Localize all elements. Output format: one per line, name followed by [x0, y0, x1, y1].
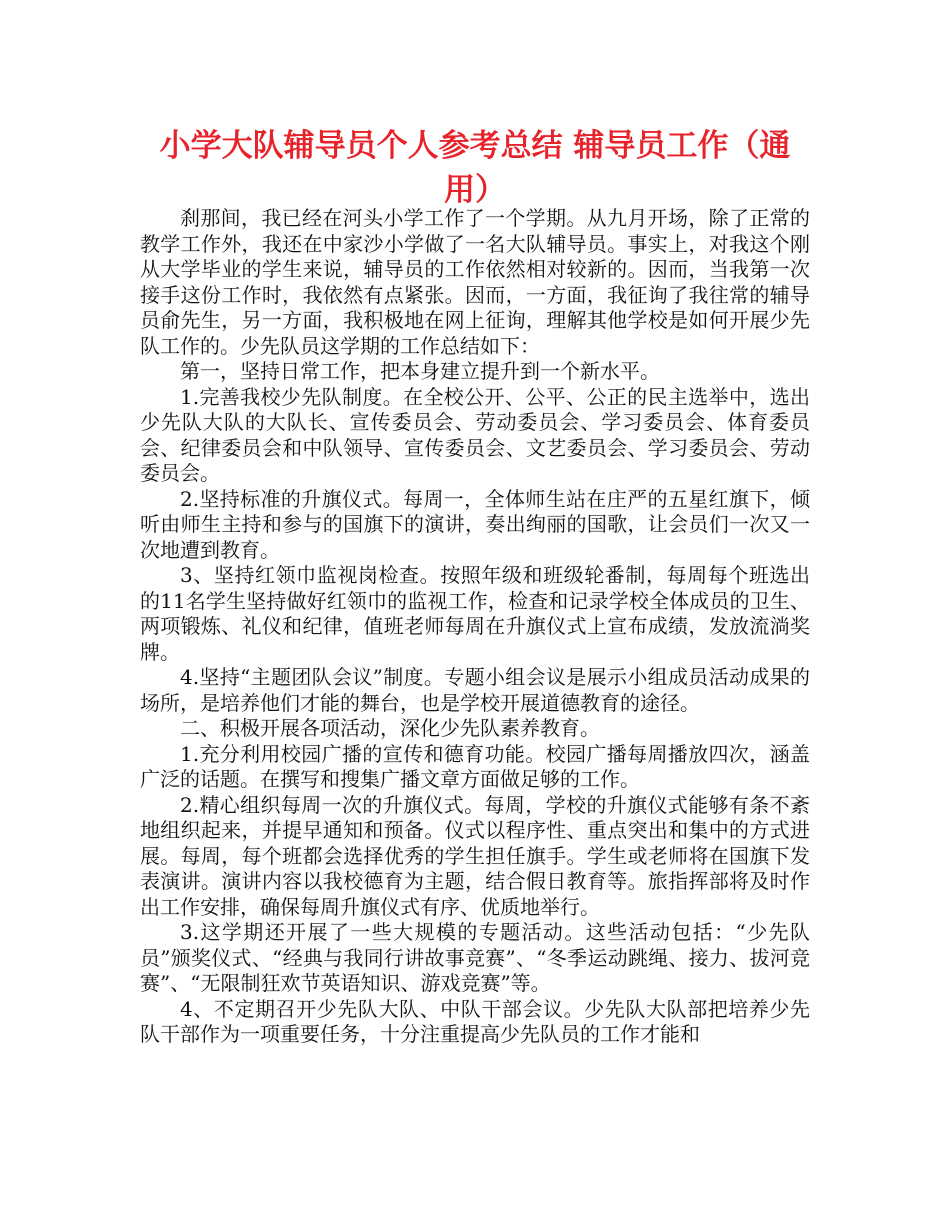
paragraph: 1.充分利用校园广播的宣传和德育功能。校园广播每周播放四次，涵盖广泛的话题。在撰写和搜集广播文章方面做足够的工作。 [140, 741, 810, 791]
paragraph: 1.完善我校少先队制度。在全校公开、公平、公正的民主选举中，选出少先队大队的大队长、宣传委员会、劳动委员会、学习委员会、体育委员会、纪律委员会和中队领导、宣传委员会、文艺委员会、学习委员会、劳动委员会。 [140, 384, 810, 485]
paragraph: 4.坚持“主题团队会议”制度。专题小组会议是展示小组成员活动成果的场所，是培养他们才能的舞台，也是学校开展道德教育的途径。 [140, 665, 810, 715]
document-title: 小学大队辅导员个人参考总结 辅导员工作（通用） [159, 128, 791, 208]
paragraph: 3、坚持红领巾监视岗检查。按照年级和班级轮番制，每周每个班选出的11名学生坚持做好红领巾的监视工作，检查和记录学校全体成员的卫生、两项锻炼、礼仪和纪律，值班老师每周在升旗仪式上宣布成绩，发放流淌奖牌。 [140, 563, 810, 664]
paragraph: 3.这学期还开展了一些大规模的专题活动。这些活动包括：“少先队员”颁奖仪式、“经典与我同行讲故事竞赛”、“冬季运动跳绳、接力、拔河竞赛”、“无限制狂欢节英语知识、游戏竞赛”等。 [140, 920, 810, 995]
paragraph: 2.坚持标准的升旗仪式。每周一，全体师生站在庄严的五星红旗下，倾听由师生主持和参与的国旗下的演讲，奏出绚丽的国歌，让会员们一次又一次地遭到教育。 [140, 486, 810, 562]
paragraph: 4、不定期召开少先队大队、中队干部会议。少先队大队部把培养少先队干部作为一项重要任务，十分注重提高少先队员的工作才能和 [140, 996, 810, 1046]
document-body [140, 206, 810, 1048]
paragraph: 第一，坚持日常工作，把本身建立提升到一个新水平。 [180, 359, 660, 383]
paragraph: 刹那间，我已经在河头小学工作了一个学期。从九月开场，除了正常的教学工作外，我还在中家沙小学做了一名大队辅导员。事实上，对我这个刚从大学毕业的学生来说，辅导员的工作依然相对较新的。因而，当我第一次接手这份工作时，我依然有点紧张。因而，一方面，我征询了我往常的辅导员俞先生，另一方面，我积极地在网上征询，理解其他学校是如何开展少先队工作的。少先队员这学期的工作总结如下： [140, 206, 810, 358]
paragraph: 二、积极开展各项活动，深化少先队素养教育。 [180, 716, 600, 740]
paragraph: 2.精心组织每周一次的升旗仪式。每周，学校的升旗仪式能够有条不紊地组织起来，并提早通知和预备。仪式以程序性、重点突出和集中的方式进展。每周，每个班都会选择优秀的学生担任旗手。学生或老师将在国旗下发表演讲。演讲内容以我校德育为主题，结合假日教育等。旅指挥部将及时作出工作安排，确保每周升旗仪式有序、优质地举行。 [140, 792, 810, 919]
